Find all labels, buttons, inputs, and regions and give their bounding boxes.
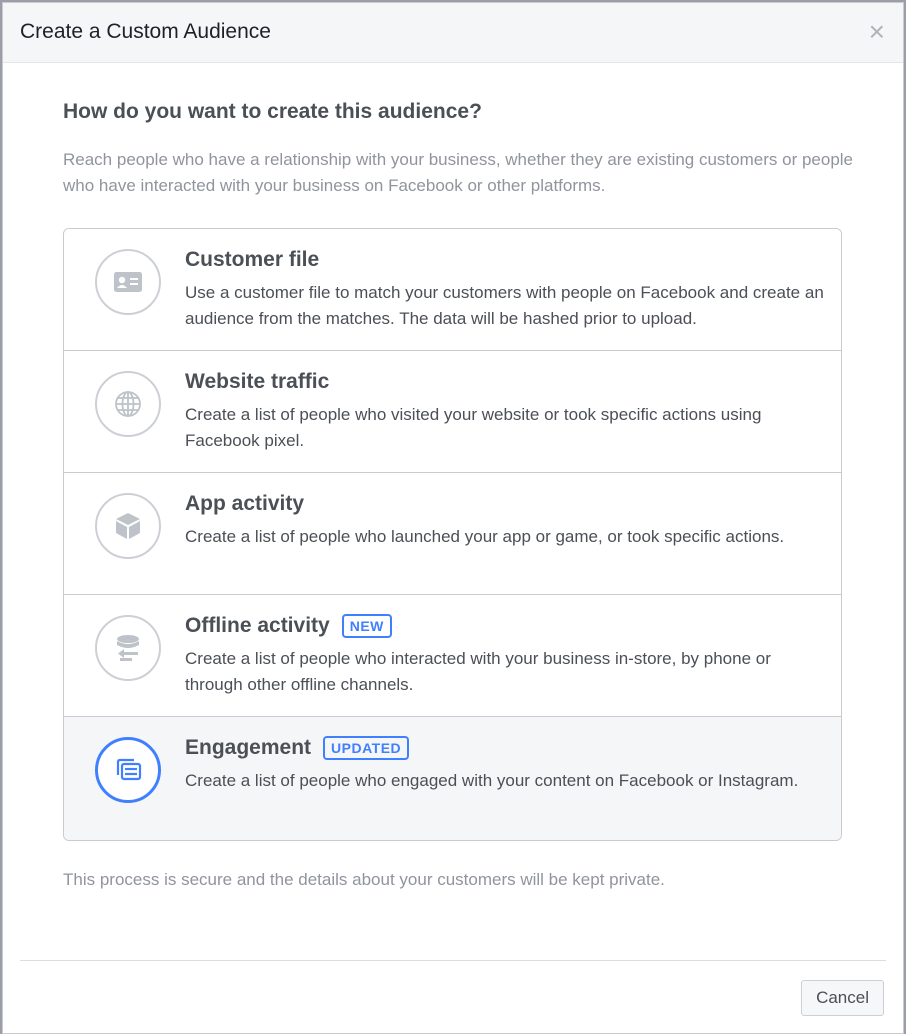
database-sync-icon (95, 615, 161, 681)
engagement-icon (95, 737, 161, 803)
updated-badge: UPDATED (323, 736, 409, 760)
cube-icon (95, 493, 161, 559)
customer-file-icon (95, 249, 161, 315)
footer-divider (20, 960, 886, 961)
option-description: Create a list of people who launched your app or game, or took specific actions. (185, 527, 785, 546)
option-website-traffic[interactable] (64, 351, 841, 473)
audience-options-list (63, 228, 842, 841)
option-title-text: App activity (185, 492, 305, 515)
option-title (185, 492, 304, 516)
option-title (185, 614, 392, 638)
option-title (185, 370, 329, 394)
option-customer-file[interactable] (64, 229, 841, 351)
option-description: Create a list of people who interacted with your business in-store, by phone or through other offline channels. (185, 649, 771, 694)
privacy-note: This process is secure and the details about your customers will be kept private. (63, 870, 665, 889)
option-title (185, 248, 319, 272)
option-title-text: Website traffic (185, 370, 330, 393)
dialog-header (3, 3, 903, 63)
option-title (185, 736, 409, 760)
audience-question: How do you want to create this audience? (63, 100, 482, 123)
create-custom-audience-dialog (2, 2, 904, 1034)
option-description: Create a list of people who visited your website or took specific actions using Facebook pixel. (185, 405, 762, 450)
option-title-text: Offline activity (185, 614, 330, 637)
option-engagement[interactable] (64, 717, 841, 840)
option-description: Use a customer file to match your customers with people on Facebook and create an audience from the matches. The data will be hashed prior to upload. (185, 283, 824, 328)
option-title-text: Customer file (185, 248, 320, 271)
close-icon[interactable]: × (868, 16, 885, 47)
dialog-title: Create a Custom Audience (20, 20, 271, 43)
option-offline-activity[interactable] (64, 595, 841, 717)
option-app-activity[interactable] (64, 473, 841, 595)
cancel-button[interactable]: Cancel (801, 980, 884, 1016)
option-title-text: Engagement (185, 736, 312, 759)
new-badge: NEW (342, 614, 392, 638)
globe-icon (95, 371, 161, 437)
option-description: Create a list of people who engaged with your content on Facebook or Instagram. (185, 771, 799, 790)
audience-subtitle: Reach people who have a relationship with your business, whether they are existing customers or people who have interacted with your business on Facebook or other platforms. (63, 150, 854, 195)
